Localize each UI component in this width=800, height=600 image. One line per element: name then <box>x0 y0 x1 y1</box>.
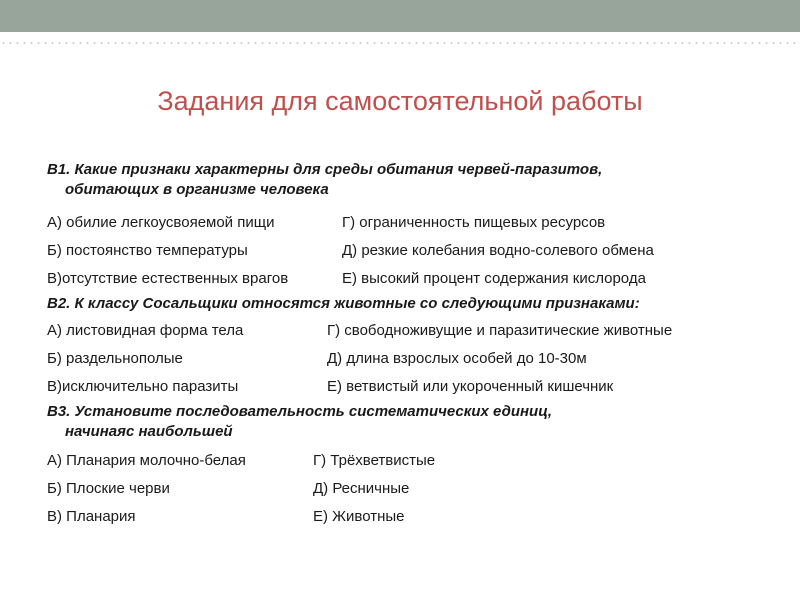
answer-row <box>47 264 777 292</box>
answer-option: Д) Ресничные <box>313 479 410 497</box>
question-b1 <box>47 160 777 200</box>
dotted-divider <box>0 42 800 44</box>
answer-option: Б) раздельнополые <box>47 349 183 367</box>
answer-row <box>47 446 777 474</box>
answer-option: Г) Трёхветвистые <box>313 451 436 469</box>
answer-option: В)отсутствие естественных врагов <box>47 269 289 287</box>
answer-option: Б) Плоские черви <box>47 479 170 497</box>
question-b3-line2: начинаяс наибольшей <box>65 423 233 440</box>
answers-b3 <box>47 446 777 530</box>
answer-row <box>47 474 777 502</box>
answer-row <box>47 372 777 400</box>
answer-option: В)исключительно паразиты <box>47 377 239 395</box>
answers-b1 <box>47 208 777 292</box>
answer-option: А) листовидная форма тела <box>47 321 244 339</box>
answer-option: А) Планария молочно-белая <box>47 451 246 469</box>
answer-option: Г) свободноживущие и паразитические животные <box>327 321 673 339</box>
answer-row <box>47 208 777 236</box>
slide-top-bar <box>0 0 800 32</box>
answer-option: В) Планария <box>47 507 136 525</box>
question-b3-line1: В3. Установите последовательность систематических единиц, <box>47 403 553 420</box>
slide-title: Задания для самостоятельной работы <box>157 86 643 116</box>
answer-option: Е) Животные <box>313 507 405 525</box>
answers-b2 <box>47 316 777 400</box>
answer-option: А) обилие легкоусвояемой пищи <box>47 213 275 231</box>
question-b1-line2: обитающих в организме человека <box>65 181 329 198</box>
answer-option: Г) ограниченность пищевых ресурсов <box>342 213 606 231</box>
question-b3 <box>47 402 777 442</box>
answer-row <box>47 502 777 530</box>
slide-content <box>47 160 777 530</box>
answer-row <box>47 316 777 344</box>
question-b2-line1: В2. К классу Сосальщики относятся животные со следующими признаками: <box>47 295 640 312</box>
question-b1-line1: В1. Какие признаки характерны для среды обитания червей-паразитов, <box>47 161 603 178</box>
answer-option: Б) постоянство температуры <box>47 241 248 259</box>
answer-option: Е) ветвистый или укороченный кишечник <box>327 377 614 395</box>
question-b2 <box>47 294 777 314</box>
answer-row <box>47 236 777 264</box>
answer-option: Д) длина взрослых особей до 10-30м <box>327 349 587 367</box>
answer-option: Д) резкие колебания водно-солевого обмена <box>342 241 654 259</box>
answer-row <box>47 344 777 372</box>
answer-option: Е) высокий процент содержания кислорода <box>342 269 646 287</box>
